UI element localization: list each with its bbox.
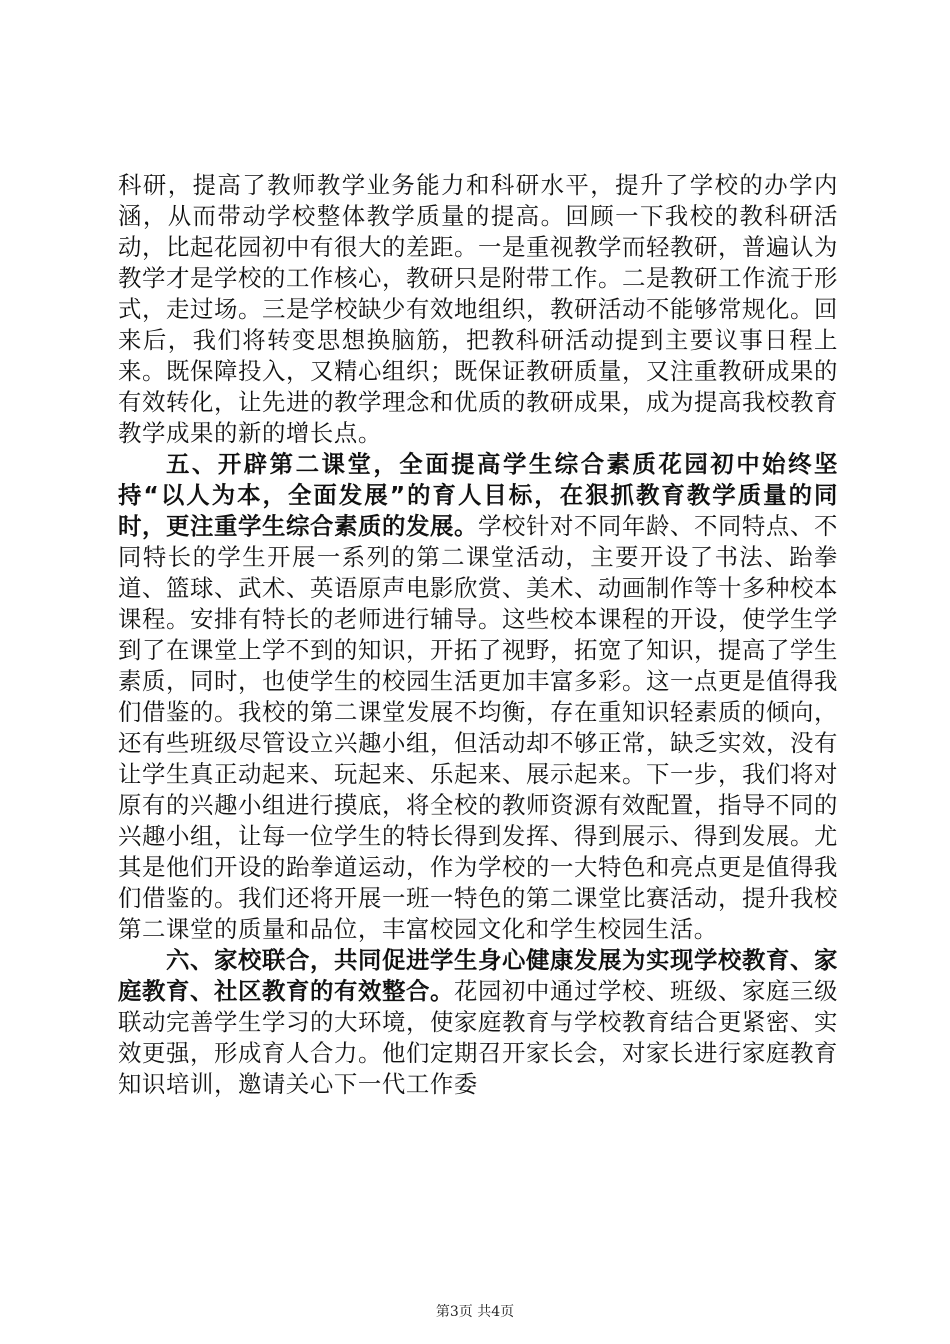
document-body bbox=[118, 170, 838, 1100]
section-5-heading: 五、开辟第二课堂，全面提高学生综合素质花园初中始终坚持“以人为本，全面发展”的育人目标，在狠抓教育教学质量的同时，更注重学生综合素质的发展。 bbox=[118, 450, 838, 540]
section-6-paragraph bbox=[118, 945, 838, 1100]
paragraph-1: 科研，提高了教师教学业务能力和科研水平，提升了学校的办学内涵，从而带动学校整体教学质量的提高。回顾一下我校的教科研活动，比起花园初中有很大的差距。一是重视教学而轻教研，普遍认为教学才是学校的工作核心，教研只是附带工作。二是教研工作流于形式，走过场。三是学校缺少有效地组织，教研活动不能够常规化。回来后，我们将转变思想换脑筋，把教科研活动提到主要议事日程上来。既保障投入，又精心组织；既保证教研质量，又注重教研成果的有效转化，让先进的教学理念和优质的教研成果，成为提高我校教育教学成果的新的增长点。 bbox=[118, 171, 838, 447]
page-footer: 第3页 共4页 bbox=[435, 1304, 515, 1320]
section-5-text: 学校针对不同年龄、不同特点、不同特长的学生开展一系列的第二课堂活动，主要开设了书法、跆拳道、篮球、武术、英语原声电影欣赏、美术、动画制作等十多种校本课程。安排有特长的老师进行辅导。这些校本课程的开设，使学生学到了在课堂上学不到的知识，开拓了视野，拓宽了知识，提高了学生素质，同时，也使学生的校园生活更加丰富多彩。这一点更是值得我们借鉴的。我校的第二课堂发展不均衡，存在重知识轻素质的倾向，还有些班级尽管设立兴趣小组，但活动却不够正常，缺乏实效，没有让学生真正动起来、玩起来、乐起来、展示起来。下一步，我们将对原有的兴趣小组进行摸底，将全校的教师资源有效配置，指导不同的兴趣小组，让每一位学生的特长得到发挥、得到展示、得到发展。尤其是他们开设的跆拳道运动，作为学校的一大特色和亮点更是值得我们借鉴的。我们还将开展一班一特色的第二课堂比赛活动，提升我校第二课堂的质量和品位，丰富校园文化和学生校园生活。 bbox=[118, 512, 839, 943]
section-6-text: 花园初中通过学校、班级、家庭三级联动完善学生学习的大环境，使家庭教育与学校教育结合更紧密、实效更强，形成育人合力。他们定期召开家长会，对家长进行家庭教育知识培训，邀请关心下一代工作委 bbox=[118, 977, 838, 1098]
section-6-heading: 六、家校联合，共同促进学生身心健康发展为实现学校教育、家庭教育、社区教育的有效整合。 bbox=[118, 946, 838, 1005]
section-5-paragraph bbox=[118, 449, 838, 945]
